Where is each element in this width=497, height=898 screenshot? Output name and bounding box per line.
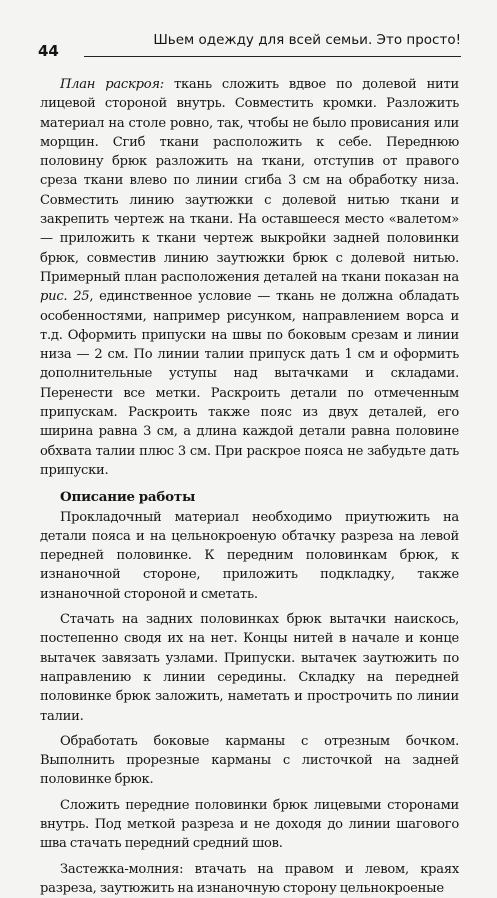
work-paragraph: Стачать на задних половинках брюк вытачки наискось, постепенно сводя их на нет. Концы нитей в начале и конце вытачек завязать узлами. Припуски. вытачек заутюжить по направлению к линии середины. Складку на передней половинке брюк заложить, наметать и простpочить по линии талии. [40, 612, 459, 724]
work-paragraph: Прокладочный материал необходимо приутюжить на детали пояса и на цельнокроеную обтачку разреза на левой передней половинке. К передним половинкам брюк, к изнаночной стороне, приложить подкладку, также изнаночной стороной и сметать. [40, 509, 459, 602]
running-title: Шьем одежду для всей семьи. Это просто! [153, 32, 461, 48]
work-paragraph: Сложить передние половинки брюк лицевыми сторонами внутрь. Под меткой разреза и не доходя до линии шагового шва стачать передний средний шов. [40, 797, 459, 852]
header-rule [84, 56, 461, 57]
figure-reference: рис. 25 [40, 289, 90, 305]
work-paragraph: Застежка-молния: втачать на правом и левом, краях разреза, заутюжить на изнаночную сторону цельнокроеные [40, 861, 459, 896]
cutting-plan-paragraph [40, 75, 459, 480]
cutting-plan-text-1: ткань сложить вдвое по долевой нити лицевой стороной внутрь. Совместить кромки. Разложить материал на столе ровно, так, чтобы не было провисания или морщин. Сгиб ткани расположить к себе. Переднюю половину брюк разложить на ткани, отступив от правого среза ткани влево по линии сгиба 3 см на обработку низа. Совместить линию заутюжки с долевой нитью ткани и закрепить чертеж на ткани. На оставшееся место «валетом» — приложить к ткани чертеж выкройки задней половинки брюк, совместив линию заутюжки брюк с долевой нитью. Примерный план расположения деталей на ткани показан на [40, 77, 460, 285]
page-number: 44 [38, 42, 59, 60]
section-heading: Описание работы [60, 489, 196, 506]
cutting-plan-text-2: , единственное условие — ткань не должна обладать особенностями, например рисунком, направлением ворса и т.д. Оформить припуски на швы по боковым срезам и линии низа — 2 см. По линии талии припуск дать 1 см и оформить дополнительные уступы над вытачками и складами. Перенести все метки. Раскроить детали по отмеченным припускам. Раскроить также пояс из двух деталей, его ширина равна 3 см, а длина каждой детали равна половине обхвата талии плюс 3 см. При раскрое пояса не забудьте дать припуски. [40, 289, 459, 478]
cutting-plan-lead: План раскроя: [60, 77, 164, 92]
page-header [36, 28, 461, 68]
page-body [40, 75, 459, 898]
work-paragraph: Обработать боковые карманы с отрезным бочком. Выполнить прорезные карманы с листочкой на задней половинке брюк. [40, 733, 459, 788]
